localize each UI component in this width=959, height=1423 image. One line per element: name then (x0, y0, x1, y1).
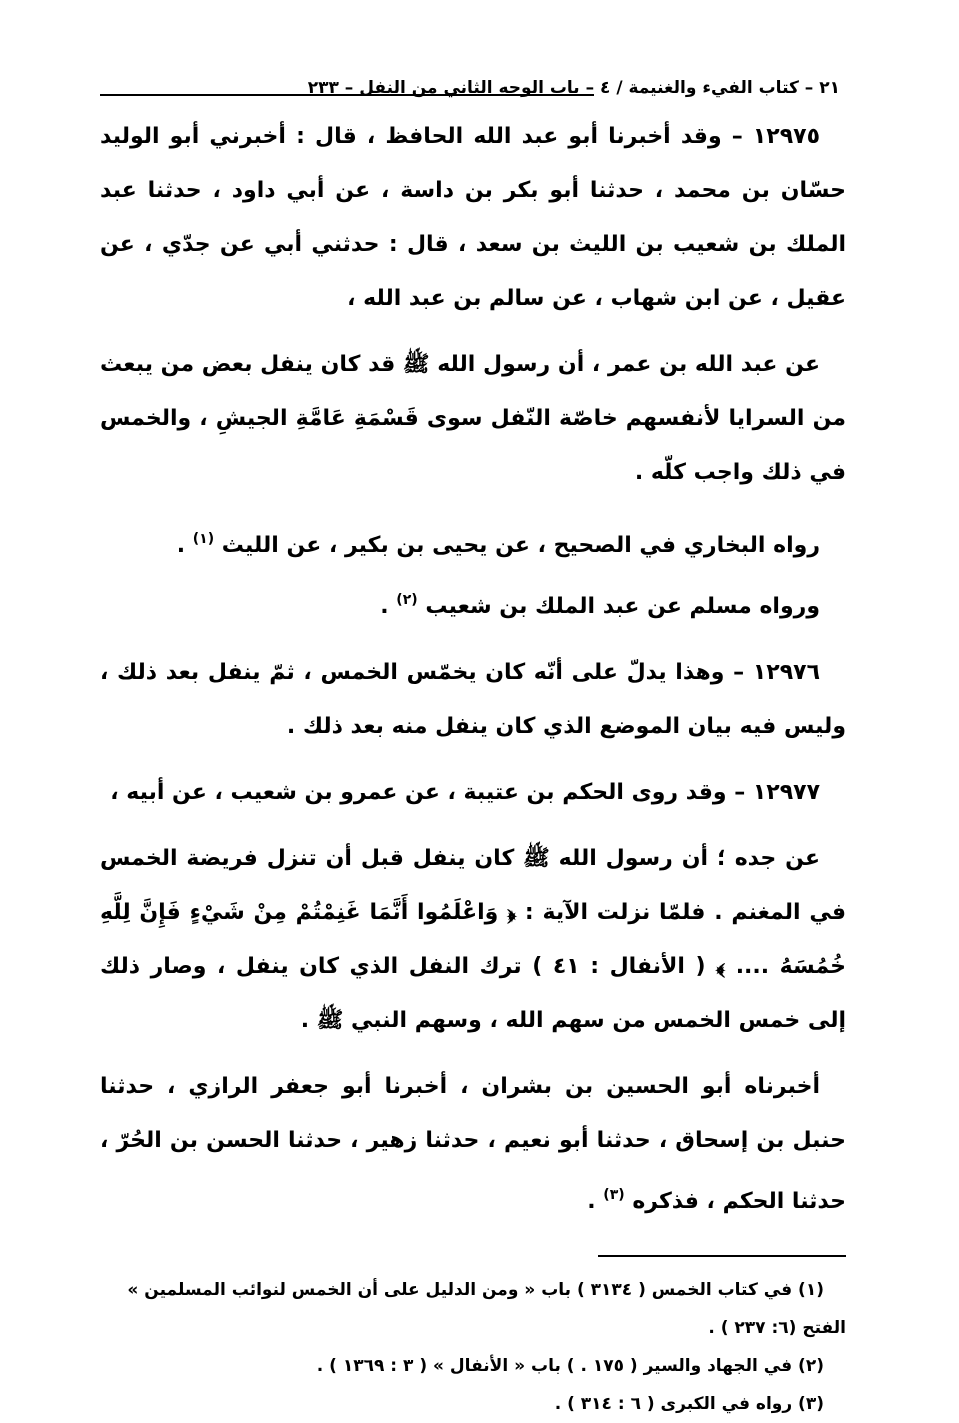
muslim-end: . (380, 594, 397, 619)
footnotes (100, 1271, 846, 1423)
footnote-1: (١) في كتاب الخمس ( ٣١٣٤ ) باب « ومن الدليل على أن الخمس لنوائب المسلمين » الفتح (٦: ٢٣٧ ) . (127, 1280, 846, 1338)
hadith-12977-isnad (100, 1060, 846, 1229)
header-rule (100, 94, 594, 96)
paragraph-muslim (100, 573, 846, 634)
takhrij-bukhari (100, 512, 846, 573)
paragraph-isnad-12975: ١٢٩٧٥ – وقد أخبرنا أبو عبد الله الحافظ ، قال : أخبرني أبو الوليد حسّان بن محمد ، حدثنا أبو بكر بن داسة ، عن أبي داود ، حدثنا عبد الملك بن شعيب بن الليث بن سعد ، قال : حدثني أبي عن جدّي ، عن عقيل ، عن ابن شهاب ، عن سالم بن عبد الله ، (100, 124, 846, 311)
paragraph-bukhari (100, 512, 846, 573)
bukhari-text: رواه البخاري في الصحيح ، عن يحيى بن بكير ، عن الليث (221, 533, 820, 558)
muslim-text: ورواه مسلم عن عبد الملك بن شعيب (425, 594, 820, 619)
paragraph-matn-12977: عن جده ؛ أن رسول الله ﷺ كان ينفل قبل أن تنزل فريضة الخمس في المغنم . فلمّا نزلت الآية : ﴿ وَاعْلَمُوا أَنَّمَا غَنِمْتُمْ مِنْ شَيْءٍ فَإِنَّ لِلَّهِ خُمُسَهُ .... ﴾ ( الأنفال : ٤١ ) ترك النفل الذي كان ينفل ، وصار ذلك إلى خمس الخمس من سهم الله ، وسهم النبي ﷺ . (100, 846, 847, 1033)
book-page (100, 70, 847, 1414)
footnote-3: (٣) رواه في الكبرى ( ٦ : ٣١٤ ) . (554, 1394, 824, 1414)
hadith-12977-matn (100, 832, 846, 1048)
paragraph-12976: ١٢٩٧٦ – وهذا يدلّ على أنّه كان يخمّس الخمس ، ثمّ ينفل بعد ذلك ، وليس فيه بيان الموضع الذي كان ينفل منه بعد ذلك . (100, 660, 846, 739)
paragraph-12977: ١٢٩٧٧ – وقد روى الحكم بن عتيبة ، عن عمرو بن شعيب ، عن أبيه ، (110, 780, 820, 805)
paragraph-matn-12975: عن عبد الله بن عمر ، أن رسول الله ﷺ قد كان ينفل بعض من يبعث من السرايا لأنفسهم خاصّة النّفل سوى قَسْمَةِ عَامَّةِ الجيشِ ، والخمس في ذلك واجب كلّه . (100, 352, 846, 485)
hadith-12975 (100, 110, 846, 326)
footnotes-rule (598, 1255, 846, 1257)
isnad-text: أخبرناه أبو الحسين بن بشران ، أخبرنا أبو جعفر الرازي ، حدثنا حنبل بن إسحاق ، حدثنا أبو نعيم ، حدثنا زهير ، حدثنا الحسن بن الحُرّ ، حدثنا الحكم ، فذكره (100, 1074, 846, 1214)
takhrij-muslim (100, 573, 846, 634)
header-title: ٢١ – كتاب الفيء والغنيمة / ٤ – باب الوجه الثاني من النفل – ٢٣٣ (307, 78, 840, 98)
footnote-ref-2[interactable]: (٢) (396, 592, 418, 608)
footnote-ref-1[interactable]: (١) (192, 531, 215, 547)
paragraph-isnad-12977 (100, 1060, 846, 1229)
running-header (100, 70, 846, 110)
footnote-ref-3[interactable]: (٣) (603, 1187, 625, 1203)
hadith-12975-matn (100, 338, 846, 500)
footnote-2: (٢) في الجهاد والسير ( ١٧٥ . ) باب « الأنفال » ( ٣ : ١٣٦٩ ) . (316, 1356, 824, 1376)
isnad-end: . (587, 1189, 604, 1214)
bukhari-end: . (176, 533, 193, 558)
hadith-12976 (100, 646, 846, 754)
hadith-12977 (100, 766, 846, 820)
